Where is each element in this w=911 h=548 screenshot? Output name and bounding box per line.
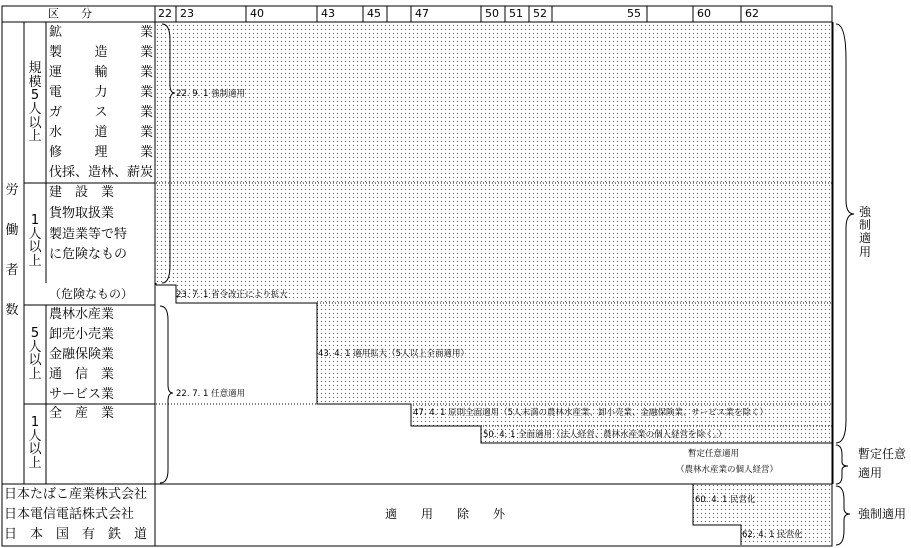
year-62: 62 xyxy=(745,7,759,20)
category-finance: 金融保険業 xyxy=(49,347,115,362)
category-hazard-1: 製造業等で特 xyxy=(49,227,128,242)
year-47: 47 xyxy=(415,7,429,20)
category-hazard-2: に危険なもの xyxy=(49,247,128,262)
category-service: サービス業 xyxy=(49,387,115,402)
right-braces xyxy=(836,24,854,545)
side-compulsory-top: 強 制 適 用 xyxy=(858,205,871,259)
note-1972-principle: 47. 4. 1 原則全面適用（5人未満の農林水産業、卸小売業、金融保険業、サービス業を除く） xyxy=(413,408,769,418)
group1-label: 規 模 5 人 以 上 xyxy=(28,61,42,145)
category-retail: 卸売小売業 xyxy=(49,327,115,342)
note-provisional: 暫定任意適用 xyxy=(688,449,740,459)
category-gas: ガ ス 業 xyxy=(49,105,153,120)
workers-label-2: 働 xyxy=(5,223,19,238)
side-provisional-2: 適用 xyxy=(858,466,883,480)
year-55: 55 xyxy=(627,7,641,20)
exclusion-label: 適 用 除 外 xyxy=(385,507,506,521)
year-40: 40 xyxy=(250,7,264,20)
category-manufacturing: 製 造 業 xyxy=(49,45,153,60)
note-agri-individual: （農林水産業の個人経営） xyxy=(676,465,779,475)
compulsory-coverage-area xyxy=(156,22,833,443)
category-all-industries: 全 産 業 xyxy=(49,406,115,421)
category-electric: 電 力 業 xyxy=(49,85,153,100)
category-mining: 鉱 業 xyxy=(49,25,153,40)
note-1947-voluntary: 22. 7. 1 任意適用 xyxy=(176,389,246,399)
note-1968-expansion: 43. 4. 1 適用拡大（5人以上全面適用） xyxy=(318,349,470,359)
note-1947-compulsory: 22. 9. 1 強制適用 xyxy=(176,89,246,99)
category-forestry: 伐採、造林、薪炭 xyxy=(49,165,154,180)
corp-telephone: 日本電信電話株式会社 xyxy=(4,507,135,522)
group3-label: 5 人 以 上 xyxy=(28,326,42,382)
corp-tobacco: 日本たばこ産業株式会社 xyxy=(4,487,148,502)
side-compulsory-bottom: 強制適用 xyxy=(858,507,907,521)
side-provisional: 暫定任意 xyxy=(858,447,907,461)
category-hazard-paren: （危険なもの） xyxy=(49,287,134,301)
category-repair: 修 理 業 xyxy=(49,145,153,160)
category-telecom: 通 信 業 xyxy=(49,367,115,382)
category-cargo: 貨物取扱業 xyxy=(49,206,115,221)
category-construction: 建 設 業 xyxy=(49,185,115,200)
group4-label: 1 人 以 上 xyxy=(28,415,42,471)
corp-railway: 日 本 国 有 鉄 道 xyxy=(4,527,148,542)
workers-label-1: 労 xyxy=(5,183,19,198)
year-45: 45 xyxy=(367,7,381,20)
year-23: 23 xyxy=(180,7,194,20)
category-transport: 運 輸 業 xyxy=(49,65,153,80)
note-1948-expansion: 23. 7. 1 省令改正により拡大 xyxy=(176,290,288,300)
year-50: 50 xyxy=(485,7,499,20)
category-water: 水 道 業 xyxy=(49,125,153,140)
workers-label-4: 数 xyxy=(5,303,19,318)
year-43: 43 xyxy=(321,7,335,20)
workers-label-3: 者 xyxy=(5,263,19,278)
year-51: 51 xyxy=(509,7,523,20)
category-agriculture: 農林水産業 xyxy=(49,307,115,322)
year-22: 22 xyxy=(158,7,172,20)
note-1987-privatization: 62. 4. 1 民営化 xyxy=(742,530,803,540)
year-52: 52 xyxy=(533,7,547,20)
group2-label: 1 人 以 上 xyxy=(28,213,42,269)
header-label: 区 分 xyxy=(48,7,92,20)
note-1975-full: 50. 4. 1 全面適用（法人経営、農林水産業の個人経営を除く。） xyxy=(483,430,727,440)
note-1985-privatization: 60. 4. 1 民営化 xyxy=(695,495,756,505)
year-60: 60 xyxy=(697,7,711,20)
